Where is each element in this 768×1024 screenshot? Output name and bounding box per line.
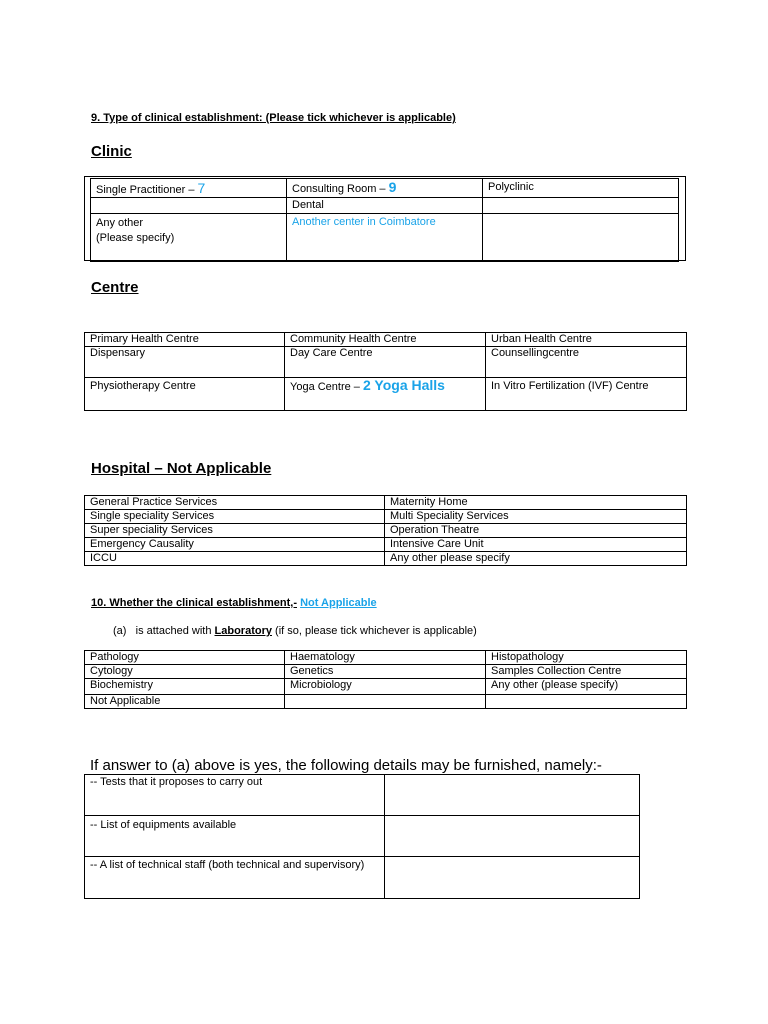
details-blank-cell — [385, 775, 640, 816]
details-tests: -- Tests that it proposes to carry out — [85, 775, 385, 816]
hospital-cell: Super speciality Services — [85, 524, 385, 538]
centre-physiotherapy: Physiotherapy Centre — [85, 378, 285, 411]
centre-cell: Dispensary — [85, 347, 285, 378]
lab-cell: Haematology — [285, 651, 486, 665]
details-technical-staff: -- A list of technical staff (both technical and supervisory) — [85, 857, 385, 899]
centre-cell: Urban Health Centre — [486, 333, 687, 347]
hospital-cell: Single speciality Services — [85, 510, 385, 524]
hospital-cell: Maternity Home — [385, 496, 687, 510]
lab-cell: Microbiology — [285, 679, 486, 695]
details-intro: If answer to (a) above is yes, the following details may be furnished, namely:- — [90, 757, 602, 774]
centre-cell: Day Care Centre — [285, 347, 486, 378]
centre-table — [84, 332, 687, 411]
details-equipments: -- List of equipments available — [85, 816, 385, 857]
clinic-any-other-value: Another center in Coimbatore — [287, 214, 483, 262]
centre-yoga: Yoga Centre – 2 Yoga Halls — [285, 378, 486, 411]
centre-cell: Community Health Centre — [285, 333, 486, 347]
centre-cell: Counsellingcentre — [486, 347, 687, 378]
clinic-any-other: Any other (Please specify) — [91, 214, 287, 262]
centre-heading: Centre — [91, 279, 139, 296]
clinic-blank-cell — [91, 198, 287, 214]
lab-cell: Cytology — [85, 665, 285, 679]
q10-sub-a: (a) is attached with Laboratory (if so, please tick whichever is applicable) — [113, 625, 477, 637]
clinic-blank-cell — [483, 198, 679, 214]
details-blank-cell — [385, 857, 640, 899]
hospital-cell: Operation Theatre — [385, 524, 687, 538]
clinic-table — [90, 178, 679, 262]
lab-cell: Any other (please specify) — [486, 679, 687, 695]
lab-cell: Pathology — [85, 651, 285, 665]
q10-title: 10. Whether the clinical establishment,- — [91, 597, 297, 609]
hospital-table — [84, 495, 687, 566]
q9-title: 9. Type of clinical establishment: (Please tick whichever is applicable) — [91, 112, 456, 124]
hospital-cell: General Practice Services — [85, 496, 385, 510]
clinic-heading: Clinic — [91, 143, 132, 160]
q10-line — [91, 597, 377, 609]
clinic-single-practitioner: Single Practitioner – 7 — [91, 179, 287, 198]
lab-cell: Not Applicable — [85, 695, 285, 709]
hospital-heading: Hospital – Not Applicable — [91, 460, 272, 477]
lab-cell: Biochemistry — [85, 679, 285, 695]
hospital-cell: Intensive Care Unit — [385, 538, 687, 552]
lab-cell — [486, 695, 687, 709]
lab-table — [84, 650, 687, 709]
details-blank-cell — [385, 816, 640, 857]
clinic-consulting-room: Consulting Room – 9 — [287, 179, 483, 198]
lab-cell — [285, 695, 486, 709]
details-table — [84, 774, 640, 899]
hospital-cell: Any other please specify — [385, 552, 687, 566]
centre-ivf: In Vitro Fertilization (IVF) Centre — [486, 378, 687, 411]
hospital-cell: Multi Speciality Services — [385, 510, 687, 524]
hospital-cell: Emergency Causality — [85, 538, 385, 552]
lab-cell: Samples Collection Centre — [486, 665, 687, 679]
clinic-blank-cell — [483, 214, 679, 262]
lab-cell: Genetics — [285, 665, 486, 679]
hospital-cell: ICCU — [85, 552, 385, 566]
clinic-polyclinic: Polyclinic — [483, 179, 679, 198]
centre-cell: Primary Health Centre — [85, 333, 285, 347]
clinic-dental: Dental — [287, 198, 483, 214]
q10-status: Not Applicable — [300, 597, 377, 609]
lab-cell: Histopathology — [486, 651, 687, 665]
